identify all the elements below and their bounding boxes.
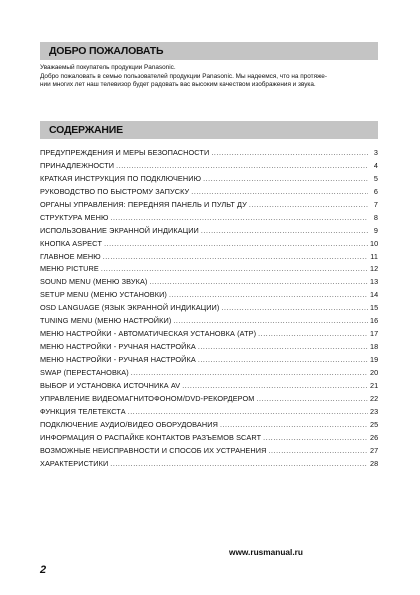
toc-entry-page: 25	[370, 419, 379, 429]
toc-entry-page: 8	[373, 212, 378, 222]
toc-leader-dots	[201, 226, 368, 239]
welcome-line: Уважаемый покупатель продукции Panasonic.	[40, 64, 176, 71]
toc-entry	[40, 354, 378, 367]
toc-entry	[40, 458, 378, 471]
welcome-heading: ДОБРО ПОЖАЛОВАТЬ	[49, 45, 164, 57]
toc-entry-title: УПРАВЛЕНИЕ ВИДЕОМАГНИТОФОНОМ/DVD-РЕКОРДЕРОМ	[40, 393, 255, 403]
toc-entry	[40, 302, 378, 315]
toc-entry	[40, 406, 378, 419]
toc-entry-page: 11	[370, 251, 378, 261]
toc-entry-page: 4	[373, 160, 378, 170]
toc-entry-title: МЕНЮ НАСТРОЙКИ - РУЧНАЯ НАСТРОЙКА	[40, 342, 196, 352]
toc-entry	[40, 419, 378, 432]
toc-entry-page: 13	[370, 277, 379, 287]
toc-entry	[40, 380, 378, 393]
toc-entry-page: 20	[370, 367, 379, 377]
toc-leader-dots	[198, 342, 368, 355]
toc-leader-dots	[198, 355, 368, 368]
toc-leader-dots	[256, 394, 368, 407]
toc-entry-title: TUNING MENU (МЕНЮ НАСТРОЙКИ)	[40, 316, 172, 326]
toc-entry-page: 21	[370, 380, 379, 390]
welcome-heading-bar	[40, 42, 378, 60]
toc-entry	[40, 238, 378, 251]
toc-entry-page: 23	[370, 406, 379, 416]
toc-entry-title: ВЫБОР И УСТАНОВКА ИСТОЧНИКА AV	[40, 380, 181, 390]
toc-entry	[40, 186, 378, 199]
toc-entry-page: 27	[370, 445, 379, 455]
toc-entry-page: 26	[370, 432, 379, 442]
toc-entry-title: СТРУКТУРА МЕНЮ	[40, 212, 109, 222]
toc-leader-dots	[104, 239, 368, 252]
page-number: 2	[40, 564, 47, 576]
welcome-line: нии многих лет наш телевизор будет радовать вас высоким качеством изображения и звука.	[40, 81, 316, 89]
toc-entry-title: ИНФОРМАЦИЯ О РАСПАЙКЕ КОНТАКТОВ РАЗЪЕМОВ SCART	[40, 432, 262, 442]
toc-leader-dots	[263, 433, 368, 446]
toc-entry-title: ОРГАНЫ УПРАВЛЕНИЯ: ПЕРЕДНЯЯ ПАНЕЛЬ И ПУЛЬТ ДУ	[40, 199, 247, 209]
toc-entry-title: МЕНЮ НАСТРОЙКИ - АВТОМАТИЧЕСКАЯ УСТАНОВКА (ATP)	[40, 329, 257, 339]
toc-entry-title: ВОЗМОЖНЫЕ НЕИСПРАВНОСТИ И СПОСОБ ИХ УСТРАНЕНИЯ	[40, 445, 267, 455]
toc-leader-dots	[110, 459, 368, 472]
toc-leader-dots	[249, 200, 368, 213]
toc-entry-title: ИСПОЛЬЗОВАНИЕ ЭКРАННОЙ ИНДИКАЦИИ	[40, 225, 199, 235]
toc-entry-page: 7	[373, 199, 378, 209]
toc-entry-title: МЕНЮ PICTURE	[40, 264, 99, 274]
toc-entry-page: 9	[373, 225, 378, 235]
toc-entry-page: 15	[370, 303, 379, 313]
toc-entry-title: ФУНКЦИЯ ТЕЛЕТЕКСТА	[40, 406, 126, 416]
toc-entry-title: OSD LANGUAGE (ЯЗЫК ЭКРАННОЙ ИНДИКАЦИИ)	[40, 303, 220, 313]
toc-entry-page: 18	[370, 342, 379, 352]
toc-entry-title: РУКОВОДСТВО ПО БЫСТРОМУ ЗАПУСКУ	[40, 186, 190, 196]
toc-entry	[40, 263, 378, 276]
toc-entry-page: 3	[373, 148, 378, 157]
toc-entry	[40, 199, 378, 212]
welcome-paragraph	[40, 64, 380, 90]
toc-entry	[40, 341, 378, 354]
table-of-contents	[40, 147, 378, 470]
toc-leader-dots	[149, 277, 368, 290]
toc-entry-title: ПРЕДУПРЕЖДЕНИЯ И МЕРЫ БЕЗОПАСНОСТИ	[40, 148, 210, 157]
toc-entry	[40, 225, 378, 238]
toc-entry-title: SOUND MENU (МЕНЮ ЗВУКА)	[40, 277, 148, 287]
toc-entry-title: ХАРАКТЕРИСТИКИ	[40, 458, 109, 468]
toc-entry	[40, 315, 378, 328]
toc-entry	[40, 367, 378, 380]
toc-leader-dots	[103, 252, 368, 265]
toc-leader-dots	[258, 329, 368, 342]
toc-entry-title: ГЛАВНОЕ МЕНЮ	[40, 251, 101, 261]
toc-leader-dots	[211, 148, 368, 161]
toc-entry-page: 5	[373, 173, 378, 183]
toc-entry	[40, 445, 378, 458]
toc-entry	[40, 160, 378, 173]
toc-leader-dots	[268, 446, 368, 459]
toc-entry-page: 6	[373, 186, 378, 196]
toc-entry-title: SETUP MENU (МЕНЮ УСТАНОВКИ)	[40, 290, 167, 300]
toc-entry	[40, 251, 378, 264]
toc-entry-title: КРАТКАЯ ИНСТРУКЦИЯ ПО ПОДКЛЮЧЕНИЮ	[40, 173, 202, 183]
toc-entry-title: ПОДКЛЮЧЕНИЕ АУДИО/ВИДЕО ОБОРУДОВАНИЯ	[40, 419, 218, 429]
toc-entry-title: МЕНЮ НАСТРОЙКИ - РУЧНАЯ НАСТРОЙКА	[40, 355, 196, 364]
toc-entry-page: 19	[370, 355, 379, 364]
toc-entry-page: 16	[370, 316, 379, 326]
toc-entry-title: КНОПКА ASPECT	[40, 238, 103, 248]
toc-entry	[40, 432, 378, 445]
toc-entry-title: SWAP (ПЕРЕСТАНОВКА)	[40, 367, 129, 377]
toc-entry	[40, 289, 378, 302]
toc-leader-dots	[203, 174, 368, 187]
toc-entry-page: 28	[370, 458, 379, 468]
toc-entry	[40, 173, 378, 186]
toc-entry-title: ПРИНАДЛЕЖНОСТИ	[40, 160, 115, 170]
welcome-line: Добро пожаловать в семью пользователей продукции Panasonic. Мы надеемся, что на протяже-	[40, 72, 327, 80]
toc-entry-page: 22	[370, 393, 379, 403]
toc-heading: СОДЕРЖАНИЕ	[49, 124, 123, 136]
toc-entry-page: 14	[370, 290, 379, 300]
footer-url: www.rusmanual.ru	[229, 547, 303, 557]
toc-heading-bar	[40, 121, 378, 139]
toc-entry	[40, 147, 378, 160]
toc-entry-page: 17	[370, 329, 379, 339]
toc-entry-page: 12	[370, 264, 379, 274]
toc-leader-dots	[221, 303, 368, 316]
toc-entry-page: 10	[370, 238, 379, 248]
toc-entry	[40, 276, 378, 289]
toc-entry	[40, 212, 378, 225]
toc-entry	[40, 393, 378, 406]
toc-entry	[40, 328, 378, 341]
